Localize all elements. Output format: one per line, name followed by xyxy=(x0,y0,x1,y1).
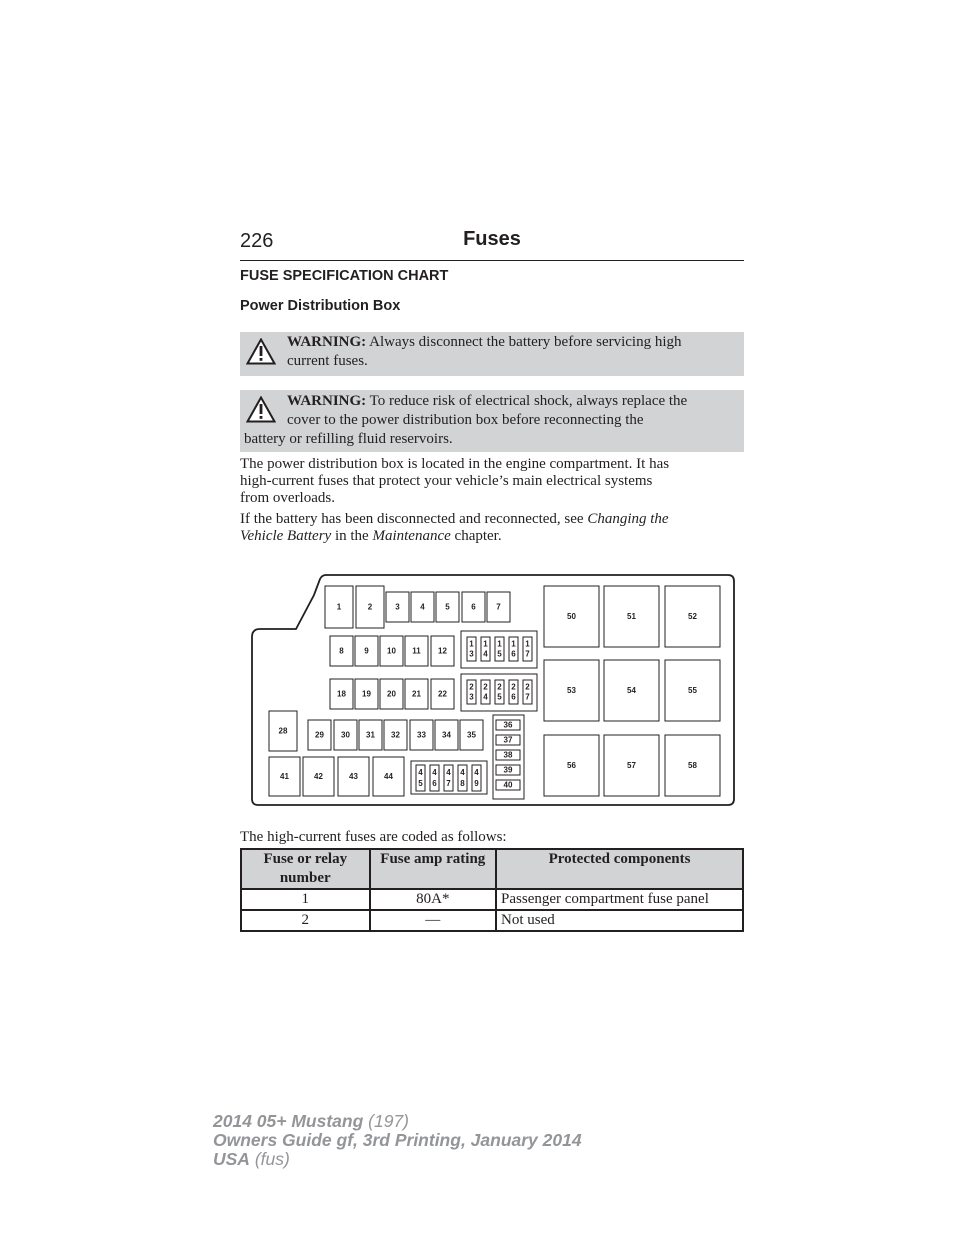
fuse-label: 43 xyxy=(349,772,358,782)
warning-label: WARNING: xyxy=(287,334,367,350)
fuse-label: 2 xyxy=(511,682,516,692)
fuse-label: 53 xyxy=(567,686,576,696)
fuse-label: 4 xyxy=(474,767,479,777)
fuse-label: 4 xyxy=(420,602,425,612)
paragraph xyxy=(240,456,744,507)
fuse-label: 3 xyxy=(469,692,474,702)
warning-box xyxy=(240,332,744,376)
fuse-label: 2 xyxy=(367,602,373,612)
table-cell: — xyxy=(370,910,496,931)
table-cell: Not used xyxy=(496,910,743,931)
fuse-label: 1 xyxy=(511,639,516,649)
fuse-label: 33 xyxy=(417,730,426,740)
paragraph-text: chapter. xyxy=(454,528,502,544)
cross-reference: Vehicle Battery xyxy=(240,528,332,544)
fuse-label: 2 xyxy=(483,682,488,692)
fuse-label: 38 xyxy=(503,750,513,760)
fuse-label: 1 xyxy=(497,639,502,649)
warning-text-line: cover to the power distribution box before reconnecting the xyxy=(287,412,644,428)
fuse-label: 1 xyxy=(483,639,488,649)
footer-text: (fus) xyxy=(254,1149,290,1169)
fuse-label: 3 xyxy=(395,602,400,612)
fuse-label: 42 xyxy=(314,772,323,782)
fuse-label: 29 xyxy=(315,730,324,740)
warning-box xyxy=(240,390,744,452)
fuse-label: 1 xyxy=(336,602,342,612)
fuse-label: 58 xyxy=(688,761,697,771)
fuse-label: 2 xyxy=(497,682,502,692)
fuse-label: 4 xyxy=(483,649,488,659)
table-row xyxy=(241,910,743,931)
table-cell: 2 xyxy=(241,910,370,931)
fuse-label: 28 xyxy=(278,726,288,736)
cross-reference: Maintenance xyxy=(372,528,451,544)
fuse-label: 5 xyxy=(497,649,502,659)
fuse-label: 6 xyxy=(511,649,516,659)
fuse-label: 4 xyxy=(483,692,488,702)
fuse-label: 7 xyxy=(446,778,451,788)
fuse-label: 36 xyxy=(503,720,513,730)
warning-text-line: battery or refilling fluid reservoirs. xyxy=(244,431,453,447)
page-title: Fuses xyxy=(463,228,521,250)
table-cell: 1 xyxy=(241,889,370,910)
footer-text: (197) xyxy=(368,1111,410,1131)
warning-label: WARNING: xyxy=(287,393,367,409)
fuse-label: 6 xyxy=(432,778,437,788)
fuse-label: 22 xyxy=(438,689,447,699)
fuse-label: 56 xyxy=(567,761,576,771)
warning-text-line: Always disconnect the battery before servicing high xyxy=(369,334,682,350)
column-header: Fuse or relay number xyxy=(241,849,370,889)
warning-text-line: To reduce risk of electrical shock, always replace the xyxy=(369,393,688,409)
fuse-label: 50 xyxy=(567,612,576,622)
cross-reference: Changing the xyxy=(587,511,669,527)
paragraph-text: If the battery has been disconnected and reconnected, see xyxy=(240,511,584,527)
fuse-label: 34 xyxy=(442,730,451,740)
footer-text: USA xyxy=(213,1149,250,1169)
footer xyxy=(213,1112,582,1169)
warning-triangle-icon xyxy=(246,396,276,423)
fuse-label: 5 xyxy=(418,778,423,788)
fuse-label: 35 xyxy=(467,730,476,740)
fuse-label: 21 xyxy=(412,689,421,699)
fuse-label: 8 xyxy=(339,646,344,656)
section-title: FUSE SPECIFICATION CHART xyxy=(240,268,449,284)
table-row xyxy=(241,889,743,910)
fuse-label: 1 xyxy=(469,639,474,649)
fuse-label: 7 xyxy=(496,602,501,612)
fuse-label: 6 xyxy=(471,602,476,612)
fuse-label: 51 xyxy=(627,612,636,622)
subsection-title: Power Distribution Box xyxy=(240,298,401,314)
fuse-label: 5 xyxy=(445,602,450,612)
fuse-table xyxy=(240,848,744,932)
fuse-label: 2 xyxy=(469,682,474,692)
fuse-label: 7 xyxy=(525,649,530,659)
warning-text xyxy=(287,333,738,371)
fuse-label: 20 xyxy=(387,689,396,699)
fuse-label: 4 xyxy=(460,767,465,777)
fuse-label: 57 xyxy=(627,761,636,771)
fuse-label: 6 xyxy=(511,692,516,702)
column-header: Fuse amp rating xyxy=(370,849,496,889)
fuse-label: 37 xyxy=(503,735,513,745)
fuse-label: 10 xyxy=(387,646,396,656)
table-cell: Passenger compartment fuse panel xyxy=(496,889,743,910)
page-header xyxy=(240,228,744,261)
fuse-label: 3 xyxy=(469,649,474,659)
fuse-label: 7 xyxy=(525,692,530,702)
fuse-label: 5 xyxy=(497,692,502,702)
paragraph-line: from overloads. xyxy=(240,490,335,506)
fuse-label: 54 xyxy=(627,686,636,696)
warning-triangle-icon xyxy=(246,338,276,365)
fuse-label: 31 xyxy=(366,730,375,740)
fuse-label: 8 xyxy=(460,778,465,788)
fuse-label: 32 xyxy=(391,730,400,740)
fuse-label: 4 xyxy=(446,767,451,777)
column-header: Protected components xyxy=(496,849,743,889)
fuse-label: 52 xyxy=(688,612,697,622)
fuse-label: 41 xyxy=(280,772,289,782)
paragraph-line: The power distribution box is located in the engine compartment. It has xyxy=(240,456,670,472)
fuse-label: 11 xyxy=(412,646,421,656)
page-number: 226 xyxy=(240,230,274,252)
fuse-label: 1 xyxy=(525,639,530,649)
fuse-label: 9 xyxy=(364,646,369,656)
warning-text-line: current fuses. xyxy=(287,353,368,369)
fuse-label: 44 xyxy=(384,772,393,782)
fuse-label: 18 xyxy=(337,689,346,699)
table-header-row xyxy=(241,849,743,889)
fuse-label: 30 xyxy=(341,730,350,740)
fuse-label: 12 xyxy=(438,646,447,656)
power-distribution-box-diagram xyxy=(250,573,736,807)
paragraph-line: high-current fuses that protect your vehicle’s main electrical systems xyxy=(240,473,653,489)
fuse-label: 39 xyxy=(503,765,513,775)
fuse-label: 55 xyxy=(688,686,697,696)
fuse-label: 9 xyxy=(474,778,479,788)
fuse-label: 2 xyxy=(525,682,530,692)
footer-text: Owners Guide gf, 3rd Printing, January 2014 xyxy=(213,1130,582,1150)
fuse-label: 4 xyxy=(432,767,437,777)
warning-text xyxy=(244,392,738,449)
paragraph-text: in the xyxy=(334,528,369,544)
fuse-label: 4 xyxy=(418,767,423,777)
paragraph xyxy=(240,511,744,545)
fuse-label: 40 xyxy=(503,780,513,790)
table-intro: The high-current fuses are coded as follows: xyxy=(240,829,507,845)
fuse-label: 19 xyxy=(362,689,371,699)
table-cell: 80A* xyxy=(370,889,496,910)
footer-text: 2014 05+ Mustang xyxy=(213,1111,364,1131)
